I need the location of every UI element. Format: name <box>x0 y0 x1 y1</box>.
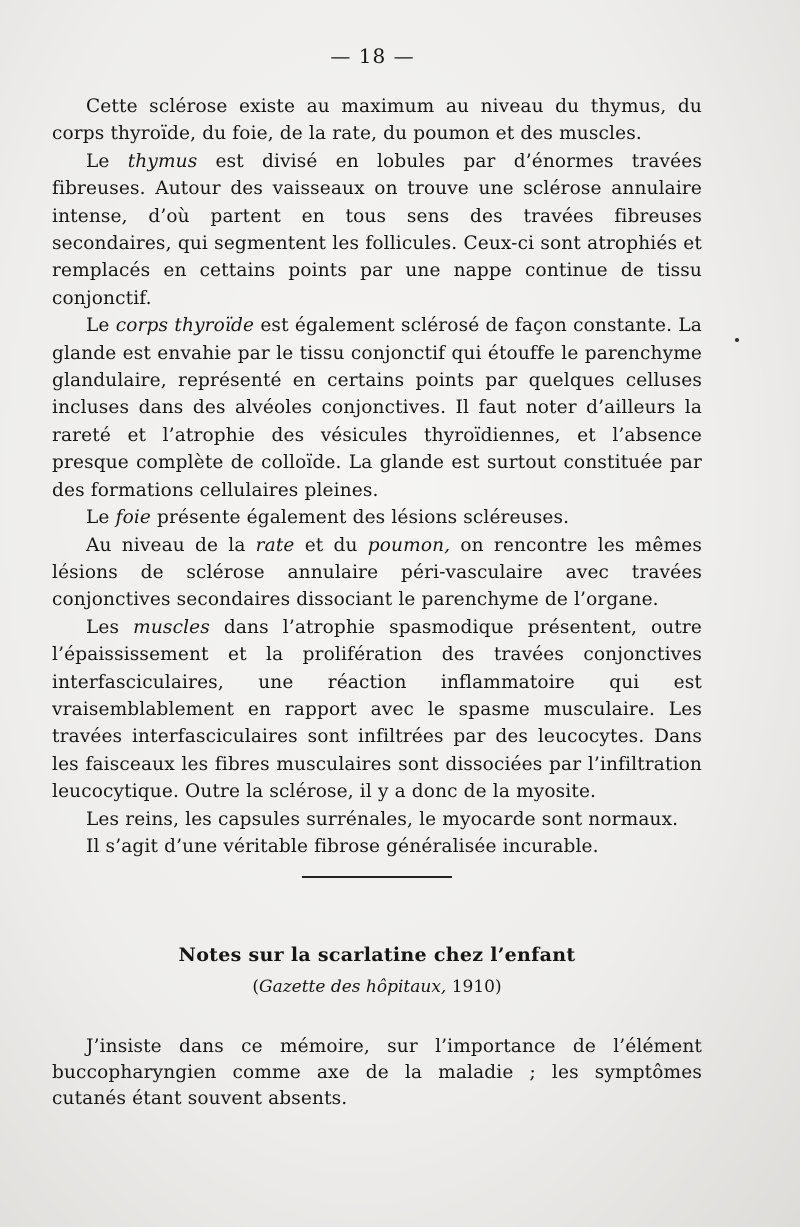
text-run: Il s’agit d’une véritable fibrose généralisée incurable. <box>86 835 599 857</box>
paragraph <box>52 806 702 833</box>
source-open-paren: ( <box>252 977 259 997</box>
text-run: Le <box>86 315 116 337</box>
section-source <box>52 977 702 997</box>
paragraph <box>52 504 702 531</box>
text-run: Cette sclérose existe au maximum au niveau du thymus, du corps thyroïde, du foie, de la rate, du poumon et des muscles. <box>52 96 702 145</box>
text-run: et du <box>294 534 368 556</box>
text-run: Le <box>86 507 116 529</box>
text-run: est divisé en lobules par d’énormes travées fibreuses. Autour des vaisseaux on trouve une sclérose annulaire intense, d’où partent en tous sens des travées fibreuses secondaires, qui segmentent les follicules. Ceux-ci sont atrophiés et remplacés en cettains points par une nappe continue de tissu conjonctif. <box>52 150 702 309</box>
text-run: est également sclérosé de façon constante. La glande est envahie par le tissu conjonctif qui étouffe le parenchyme glandulaire, représenté en certains points par quelques celluses incluses dans des alvéoles conjonctives. Il faut noter d’ailleurs la rareté et l’atrophie des vésicules thyroïdiennes, et l’absence presque complète de colloïde. La glande est surtout constituée par des formations cellulaires pleines. <box>52 315 702 501</box>
paragraph <box>52 833 702 860</box>
text-run: Le <box>86 150 128 172</box>
italic-term: rate <box>255 534 295 556</box>
italic-term: thymus <box>127 150 198 172</box>
print-speck <box>735 338 739 342</box>
body-text <box>52 93 702 860</box>
text-run: on rencontre les mêmes lésions de sclérose annulaire péri-vasculaire avec travées conjonctives secondaires dissociant le parenchyme de l’organe. <box>52 534 702 611</box>
section-title: Notes sur la scarlatine chez l’enfant <box>178 944 576 966</box>
section-divider <box>302 876 452 878</box>
paragraph <box>52 93 702 148</box>
italic-term: poumon, <box>367 534 451 556</box>
italic-term: foie <box>115 507 152 529</box>
italic-term: corps thyroïde <box>115 315 255 337</box>
section-paragraph: J’insiste dans ce mémoire, sur l’importance de l’élément buccopharyngien comme axe de la maladie ; les symptômes cutanés étant souvent absents. <box>52 1036 702 1109</box>
source-year: 1910) <box>446 977 502 997</box>
italic-term: muscles <box>133 616 210 638</box>
text-run: Au niveau de la <box>86 534 256 556</box>
paragraph <box>52 148 702 312</box>
section-body <box>52 1034 702 1112</box>
text-run: Les <box>86 616 134 638</box>
paragraph <box>52 312 702 504</box>
paragraph <box>52 532 702 614</box>
source-journal: Gazette des hôpitaux, <box>258 977 447 997</box>
page-number: — 18 — <box>330 44 415 68</box>
text-run: Les reins, les capsules surrénales, le myocarde sont normaux. <box>86 808 679 830</box>
text-run: présente également des lésions scléreuses. <box>151 507 570 529</box>
paragraph <box>52 614 702 806</box>
text-run: dans l’atrophie spasmodique présentent, outre l’épaississement et la prolifération des travées conjonctives interfasciculaires, une réaction inflammatoire qui est vraisemblablement en rapport avec le spasme musculaire. Les travées interfasciculaires sont infiltrées par des leucocytes. Dans les faisceaux les fibres musculaires sont dissociées par l’infiltration leucocytique. Outre la sclérose, il y a donc de la myosite. <box>52 616 702 803</box>
